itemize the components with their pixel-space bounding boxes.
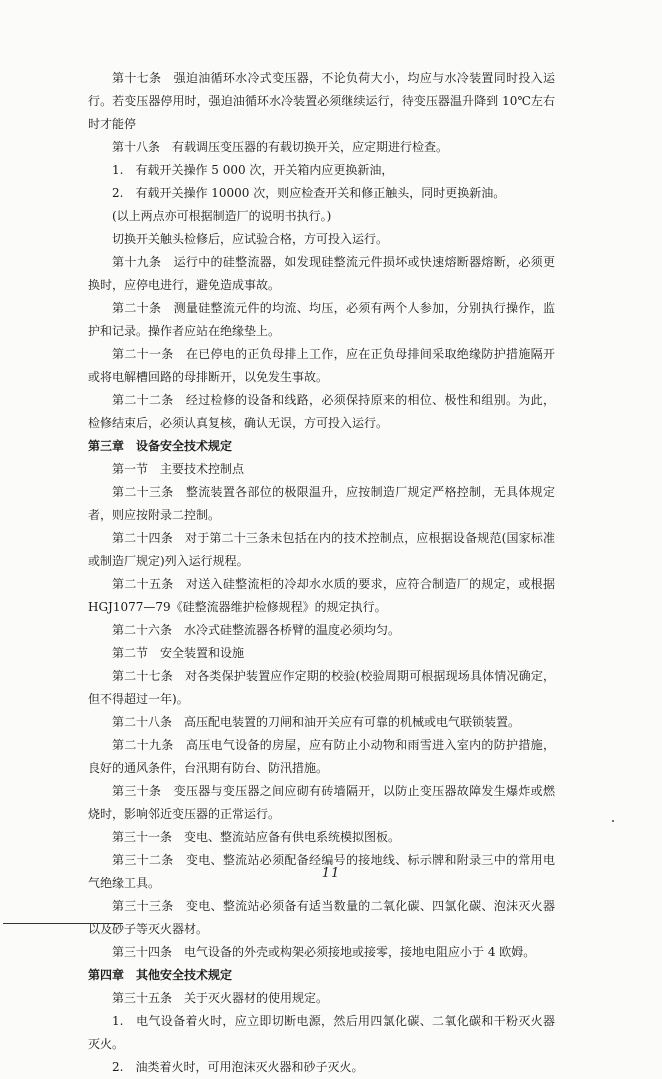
paragraph: 1. 有载开关操作 5 000 次，开关箱内应更换新油， <box>112 163 394 177</box>
chapter-heading: 第四章 其他安全技术规定 <box>88 968 233 982</box>
paragraph: 第三十一条 变电、整流站应备有供电系统模拟图板。 <box>112 830 401 844</box>
paragraph: 第十九条 运行中的硅整流器，如发现硅整流元件损坏或快速熔断器熔断，必须更换时，应停电进行，避免造成事故。 <box>88 255 555 292</box>
paragraph: 第三十三条 变电、整流站必须备有适当数量的二氧化碳、四氯化碳、泡沫灭火器以及砂子等灭火器材。 <box>88 899 555 936</box>
paragraph: 第一节 主要技术控制点 <box>112 462 245 476</box>
paragraph: 第二节 安全装置和设施 <box>112 646 245 660</box>
paragraph: 2. 油类着火时，可用泡沫灭火器和砂子灭火。 <box>112 1060 364 1074</box>
paragraph: 第二十条 测量硅整流元件的均流、均压，必须有两个人参加，分别执行操作，监护和记录。操作者应站在绝缘垫上。 <box>88 301 555 338</box>
paragraph: 第三十五条 关于灭火器材的使用规定。 <box>112 991 329 1005</box>
paragraph: 第二十九条 高压电气设备的房屋，应有防止小动物和雨雪进入室内的防护措施，良好的通风条件，台汛期有防台、防汛措施。 <box>88 738 555 775</box>
paragraph: (以上两点亦可根据制造厂的说明书执行。) <box>112 209 332 223</box>
footer-rule <box>3 923 123 924</box>
paragraph: 第二十一条 在已停电的正负母排上工作，应在正负母排间采取绝缘防护措施隔开或将电解槽回路的母排断开，以免发生事故。 <box>88 347 555 384</box>
document-body <box>88 67 555 1079</box>
paragraph: 第二十五条 对送入硅整流柜的冷却水水质的要求，应符合制造厂的规定，或根据 HGJ1077—79《硅整流器维护检修规程》的规定执行。 <box>88 577 555 614</box>
paragraph: 1. 电气设备着火时，应立即切断电源，然后用四氯化碳、二氧化碳和干粉灭火器灭火。 <box>88 1014 555 1051</box>
paragraph: 第二十四条 对于第二十三条未包括在内的技术控制点，应根据设备规范(国家标准或制造厂规定)列入运行规程。 <box>88 531 555 568</box>
chapter-heading: 第三章 设备安全技术规定 <box>88 439 233 453</box>
paragraph: 第三十二条 变电、整流站必须配备经编号的接地线、标示牌和附录三中的常用电气绝缘工具。 <box>88 853 555 890</box>
paragraph: 第十七条 强迫油循环水冷式变压器，不论负荷大小，均应与水冷装置同时投入运行。若变压器停用时，强迫油循环水冷装置必须继续运行，待变压器温升降到 10℃左右时才能停 <box>88 71 555 131</box>
paragraph: 切换开关触头检修后，应试验合格，方可投入运行。 <box>112 232 389 246</box>
paragraph: 第二十三条 整流装置各部位的极限温升，应按制造厂规定严格控制，无具体规定者，则应按附录二控制。 <box>88 485 555 522</box>
paragraph: 2. 有载开关操作 10000 次，则应检查开关和修正触头，同时更换新油。 <box>112 186 506 200</box>
paragraph: 第二十二条 经过检修的设备和线路，必须保持原来的相位、极性和组别。为此，检修结束后，必须认真复核，确认无误，方可投入运行。 <box>88 393 555 430</box>
paragraph: 第二十八条 高压配电装置的刀闸和油开关应有可靠的机械或电气联锁装置。 <box>112 715 521 729</box>
stray-dot <box>612 820 614 822</box>
page-number: 11 <box>321 866 341 881</box>
paragraph: 第十八条 有载调压变压器的有载切换开关，应定期进行检查。 <box>112 140 449 154</box>
paragraph: 第三十条 变压器与变压器之间应砌有砖墙隔开，以防止变压器故障发生爆炸或燃烧时，影响邻近变压器的正常运行。 <box>88 784 555 821</box>
paragraph: 第三十四条 电气设备的外壳或构架必须接地或接零，接地电阻应小于 4 欧姆。 <box>112 945 536 959</box>
paragraph: 第二十六条 水冷式硅整流器各桥臂的温度必须均匀。 <box>112 623 401 637</box>
paragraph: 第二十七条 对各类保护装置应作定期的校验(校验周期可根据现场具体情况确定，但不得超过一年)。 <box>88 669 555 706</box>
